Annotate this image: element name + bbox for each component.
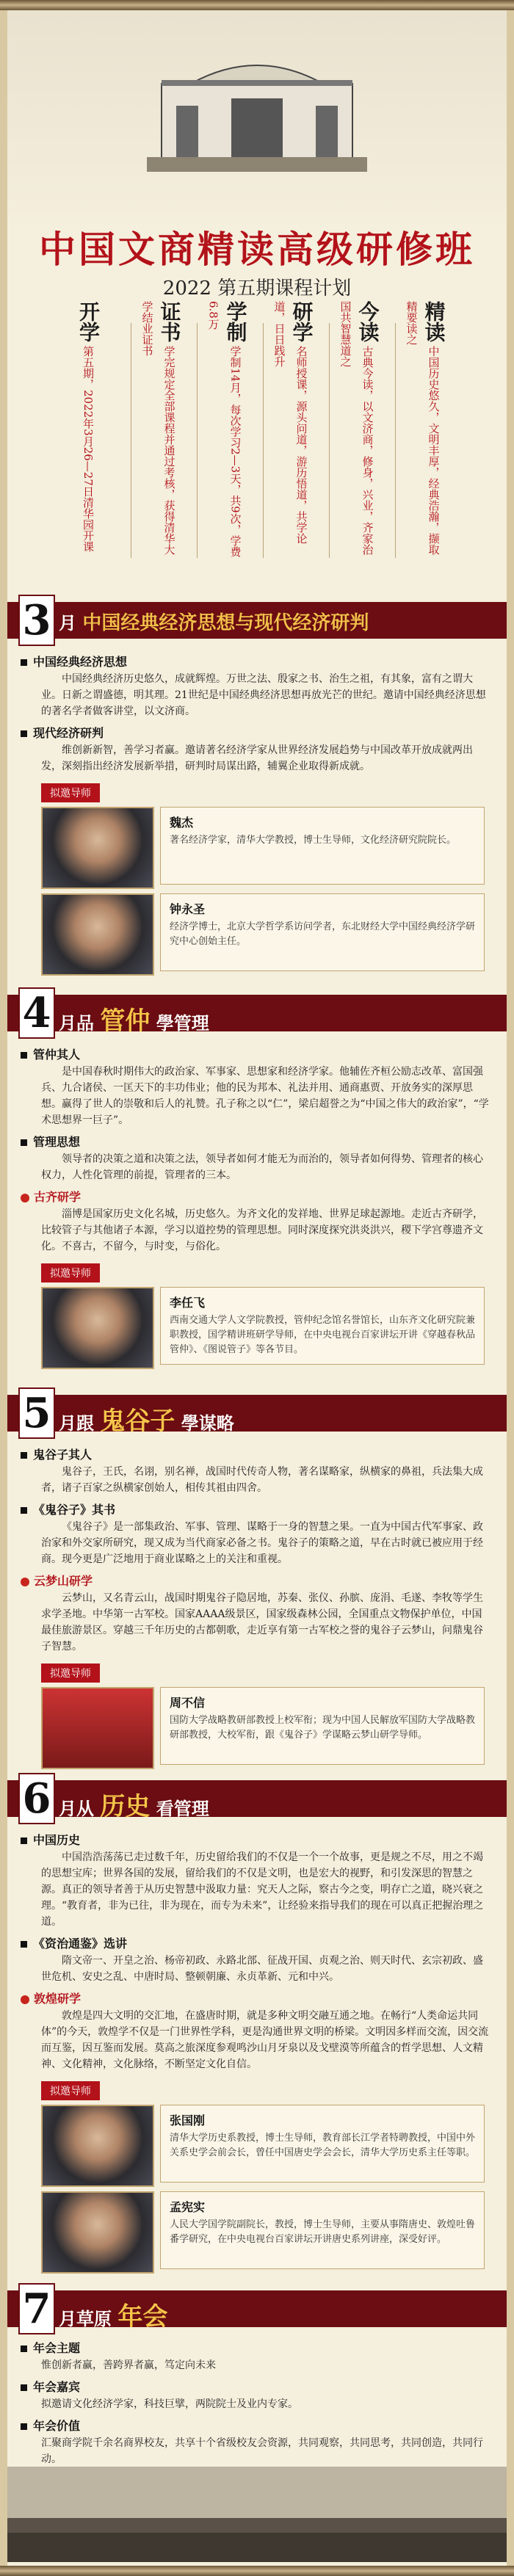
item-text: 惟创新者赢，善跨界者赢，笃定向未来	[41, 2359, 216, 2371]
intro-column-heading: 学制	[223, 301, 248, 342]
teacher-desc: 清华大学历史系教授，博士生导师，教育部长江学者特聘教授，中国中外关系史学会前会长，曾任中国唐史学会会长，清华大学历史系主任等职。	[170, 2133, 476, 2158]
month-theme: 中国经典经济思想与现代经济研判	[82, 612, 369, 634]
teacher-card	[41, 893, 507, 976]
item-heading: 《资治通鉴》选讲	[21, 1934, 507, 1951]
intro-column-text: 第五期，2022年3月26—27日清华园开课	[82, 346, 95, 552]
study-text: 淄博是国家历史文化名城，历史悠久。为齐文化的发祥地、世界足球起源地。走近古齐研学，比较管子与其他诸子本源，学习以道控势的管理思想。同时深度探究洪炎洪兴，稷下学宫尊遗齐文化。不喜古，不留今，与时变，与俗化。	[41, 1208, 483, 1252]
month-unit: 月	[59, 612, 76, 634]
teacher-name: 魏杰	[170, 816, 194, 830]
intro-column-text: 中国历史悠久，文明丰厚，经典浩瀚，撷取精要读之	[405, 301, 441, 556]
intro-column-heading: 精读	[421, 301, 446, 342]
item-text: 隋文帝一、开皇之治、杨帝初政、永路北部、征战开国、贞观之治、则天时代、玄宗初政、盛世危机、安史之乱、中唐时局、整顿朝廉、永贞革新、元和中兴。	[41, 1955, 483, 1983]
item-heading: 中国历史	[21, 1831, 507, 1848]
item-heading: 年会主题	[21, 2339, 507, 2356]
teacher-desc: 经济学博士，北京大学哲学系访问学者，东北财经大学中国经典经济学研究中心创始主任。	[170, 921, 476, 947]
scroll-edge-left	[0, 10, 7, 2566]
teacher-card	[41, 1687, 507, 1769]
intro-column	[73, 301, 103, 552]
teacher-photo	[41, 2191, 154, 2274]
month-title	[59, 608, 369, 635]
teacher-photo	[41, 1287, 154, 1369]
scroll-rod-bottom	[0, 2566, 514, 2576]
teacher-name: 周不信	[170, 1696, 206, 1710]
item-heading: 管仲其人	[21, 1045, 507, 1062]
month-section	[7, 650, 507, 980]
guide-label: 拟邀导师	[41, 2081, 100, 2100]
month-theme-big: 年会	[117, 2302, 168, 2332]
month-section	[7, 1828, 507, 2278]
month-title: 月草原 年会	[59, 2302, 168, 2332]
teacher-desc: 国防大学战略教研部教授上校军衔；现为中国人民解放军国防大学战略教研部教授，大校军衔，跟《鬼谷子》学谋略云梦山研学导师。	[170, 1715, 476, 1741]
item-text: 维创新新智，善学习者赢。邀请著名经济学家从世界经济发展趋势与中国改革开放成就两出发，深刻指出经济发展新举措，研判时局谋出路，辅翼企业取得新成就。	[41, 744, 473, 772]
item-text: 领导者的决策之道和决策之法，领导者如何才能无为而治的，领导者如何得势、管理者的核心权力，人性化管理的前提，管理者的三本。	[41, 1153, 483, 1181]
month-section	[7, 2336, 507, 2472]
crowd-illustration	[7, 2467, 507, 2562]
item-heading: 鬼谷子其人	[21, 1445, 507, 1462]
guide-label: 拟邀导师	[41, 783, 100, 802]
month-header	[7, 1389, 507, 1437]
teacher-photo	[41, 1687, 154, 1769]
item-text: 拟邀请文化经济学家，科技巨擘，两院院士及业内专家。	[41, 2398, 298, 2410]
month-number: 6	[18, 1773, 55, 1824]
intro-column-heading: 今读	[355, 301, 380, 342]
item-heading: 年会嘉宾	[21, 2378, 507, 2395]
month-title: 月跟 鬼谷子 學谋略	[59, 1407, 234, 1436]
teacher-card	[41, 807, 507, 889]
month-number: 4	[18, 987, 55, 1039]
intro-column	[206, 301, 250, 565]
month-number: 7	[18, 2283, 55, 2334]
study-heading: 敦煌研学	[21, 1989, 507, 2006]
teacher-name: 孟宪实	[170, 2200, 206, 2214]
month-header	[7, 1774, 507, 1823]
item-text: 中国经典经济历史悠久，成就辉煌。万世之法、殷家之书、治生之祖，有其象，富有之谓大业。日新之谓盛德，明其理。21世纪是中国经典经济思想再放光芒的世纪。邀请中国经典经济思想的著名学者做客讲堂，以文济商。	[41, 673, 486, 717]
month-section	[7, 1443, 507, 1774]
month-header	[7, 596, 507, 645]
intro-columns	[59, 301, 470, 565]
intro-column	[140, 301, 184, 565]
teacher-desc: 人民大学国学院副院长，教授，博士生导师，主要从事隋唐史、敦煌吐鲁番学研究，在中央电视台百家讲坛开讲唐史系列讲座，深受好评。	[170, 2219, 476, 2245]
teacher-name: 李任飞	[170, 1296, 206, 1310]
teacher-card	[41, 2105, 507, 2187]
month-title: 月从 历史 看管理	[59, 1792, 209, 1821]
month-theme-big: 管仲	[100, 1006, 151, 1036]
item-heading: 现代经济研判	[21, 724, 507, 741]
month-header	[7, 2285, 507, 2333]
item-text: 中国浩浩荡荡已走过数千年，历史留给我们的不仅是一个一个故事，更是规之不尽，用之不竭的思想宝库；世界各国的发展，留给我们的不仅是文明，也是宏大的视野，和引发深思的智慧之源。真正的领导者善于从历史智慧中汲取力量：究天人之际，察古今之变，明存亡之道，晓兴衰之理。“教育者，非为已往，非为现在，而专为未来”，让经验来指导我们的现在可以真正把握治理之道。	[41, 1851, 484, 1928]
page-subtitle: 2022 第五期课程计划	[162, 277, 352, 300]
item-heading: 《鬼谷子》其书	[21, 1501, 507, 1517]
location-icon	[21, 1194, 29, 1202]
teacher-photo	[41, 893, 154, 976]
location-icon	[21, 1995, 29, 2004]
month-number: 5	[18, 1387, 55, 1439]
teacher-card	[41, 1287, 507, 1369]
teacher-name: 钟永圣	[170, 902, 206, 916]
month-number: 3	[18, 595, 55, 646]
scroll-rod-top	[0, 0, 514, 10]
item-text: 鬼谷子，王氏，名诩，别名禅，战国时代传奇人物，著名谋略家，纵横家的鼻祖，兵法集大成者，诸子百家之纵横家创始人，相传其祖由四舍。	[41, 1466, 483, 1494]
intro-column-heading: 证书	[157, 301, 182, 342]
scroll-edge-right	[507, 10, 514, 2566]
study-text: 敦煌是四大文明的交汇地，在盛唐时期，就是多种文明交融互通之地。在畅行“人类命运共同体”的今天，敦煌学不仅是一门世界性学科，更是沟通世界文明的桥梁。文明因多样而交流，因交流而互鉴，因互鉴而发展。莫高之旅深度参观鸣沙山月牙泉以及戈壁漠等所蕴含的哲学思想、人文精神、文化精神，文化脉络，不断坚定文化自信。	[41, 2010, 489, 2070]
month-section	[7, 1042, 507, 1374]
intro-column-text: 学完规定全部课程并通过考核，获得清华大学结业证书	[140, 301, 176, 556]
intro-column-heading: 研学	[289, 301, 314, 342]
intro-column-text: 学制14月，每次学习2—3天，共9次，学费6.8万	[206, 301, 242, 557]
teacher-photo	[41, 807, 154, 889]
teacher-card	[41, 2191, 507, 2274]
teacher-desc: 著名经济学家，清华大学教授，博士生导师，文化经济研究院院长。	[170, 835, 457, 846]
guide-label: 拟邀导师	[41, 1663, 100, 1683]
intro-column-text: 名师授课，源头问道，游历悟道，共学论道，日日践升	[272, 301, 308, 545]
teacher-name: 张国刚	[170, 2114, 206, 2127]
intro-column-text: 古典今读，以文济商，修身，兴业，齐家治国共智慧道之	[339, 301, 374, 556]
hero-illustration	[7, 10, 507, 223]
month-theme-big: 历史	[100, 1792, 151, 1821]
item-heading: 年会价值	[21, 2417, 507, 2434]
month-theme-big: 鬼谷子	[100, 1407, 175, 1436]
item-text: 汇聚商学院千余名商界校友，共享十个省级校友会资源，共同观察，共同思考，共同创造，共同行动。	[41, 2437, 483, 2465]
guide-label: 拟邀导师	[41, 1263, 100, 1282]
study-heading: 云梦山研学	[21, 1572, 507, 1589]
month-title: 月品 管仲 學管理	[59, 1006, 209, 1036]
teacher-photo	[41, 2105, 154, 2187]
item-text: 是中国春秋时期伟大的政治家、军事家、思想家和经济学家。他辅佐齐桓公励志改革、富国强兵、九合诸侯、一匡天下的丰功伟业；他的民为邦本、礼法并用、通商惠贾、开放务实的深厚思想。赢得了世人的崇敬和后人的礼赞。孔子称之以“仁”，梁启超誉之为“中国之伟大的政治家”，“学术思想界一巨子”。	[41, 1066, 489, 1126]
month-header	[7, 989, 507, 1037]
item-heading: 管理思想	[21, 1133, 507, 1150]
item-text: 《鬼谷子》是一部集政治、军事、管理、谋略于一身的智慧之果。一直为中国古代军事家、政治家和外交家所研究，现又成为当代商家必备之书。鬼谷子的策略之道，早在古时就已被应用于经商。现今更是广泛地用于商业谋略之上的关注和重视。	[41, 1521, 483, 1565]
study-heading: 古齐研学	[21, 1188, 507, 1205]
intro-column	[272, 301, 316, 565]
location-icon	[21, 1578, 29, 1586]
intro-column	[404, 301, 449, 565]
page-title: 中国文商精读高级研修班	[39, 228, 475, 271]
intro-column	[338, 301, 383, 565]
study-text: 云梦山，又名青云山，战国时期鬼谷子隐居地，苏秦、张仪、孙膑、庞涓、毛遂、李牧等学生求学圣地。中华第一古军校。国家AAAA级景区，国家级森林公园，全国重点文物保护单位，中国最佳旅游景区。穿越三千年历史的古都朝歌，走近享有第一古军校之誉的鬼谷子云梦山，问鼎鬼谷子智慧。	[41, 1592, 483, 1652]
tsinghua-gate-illustration	[147, 40, 367, 172]
intro-column-heading: 开学	[76, 301, 101, 342]
teacher-desc: 西南交通大学人文学院教授，管仲纪念馆名誉馆长，山东齐文化研究院兼职教授，国学精讲班研学导师，在中央电视台百家讲坛开讲《穿越春秋品管仲》、《图说管子》等各节目。	[170, 1315, 476, 1355]
item-heading: 中国经典经济思想	[21, 653, 507, 670]
group-photo	[7, 2467, 507, 2562]
